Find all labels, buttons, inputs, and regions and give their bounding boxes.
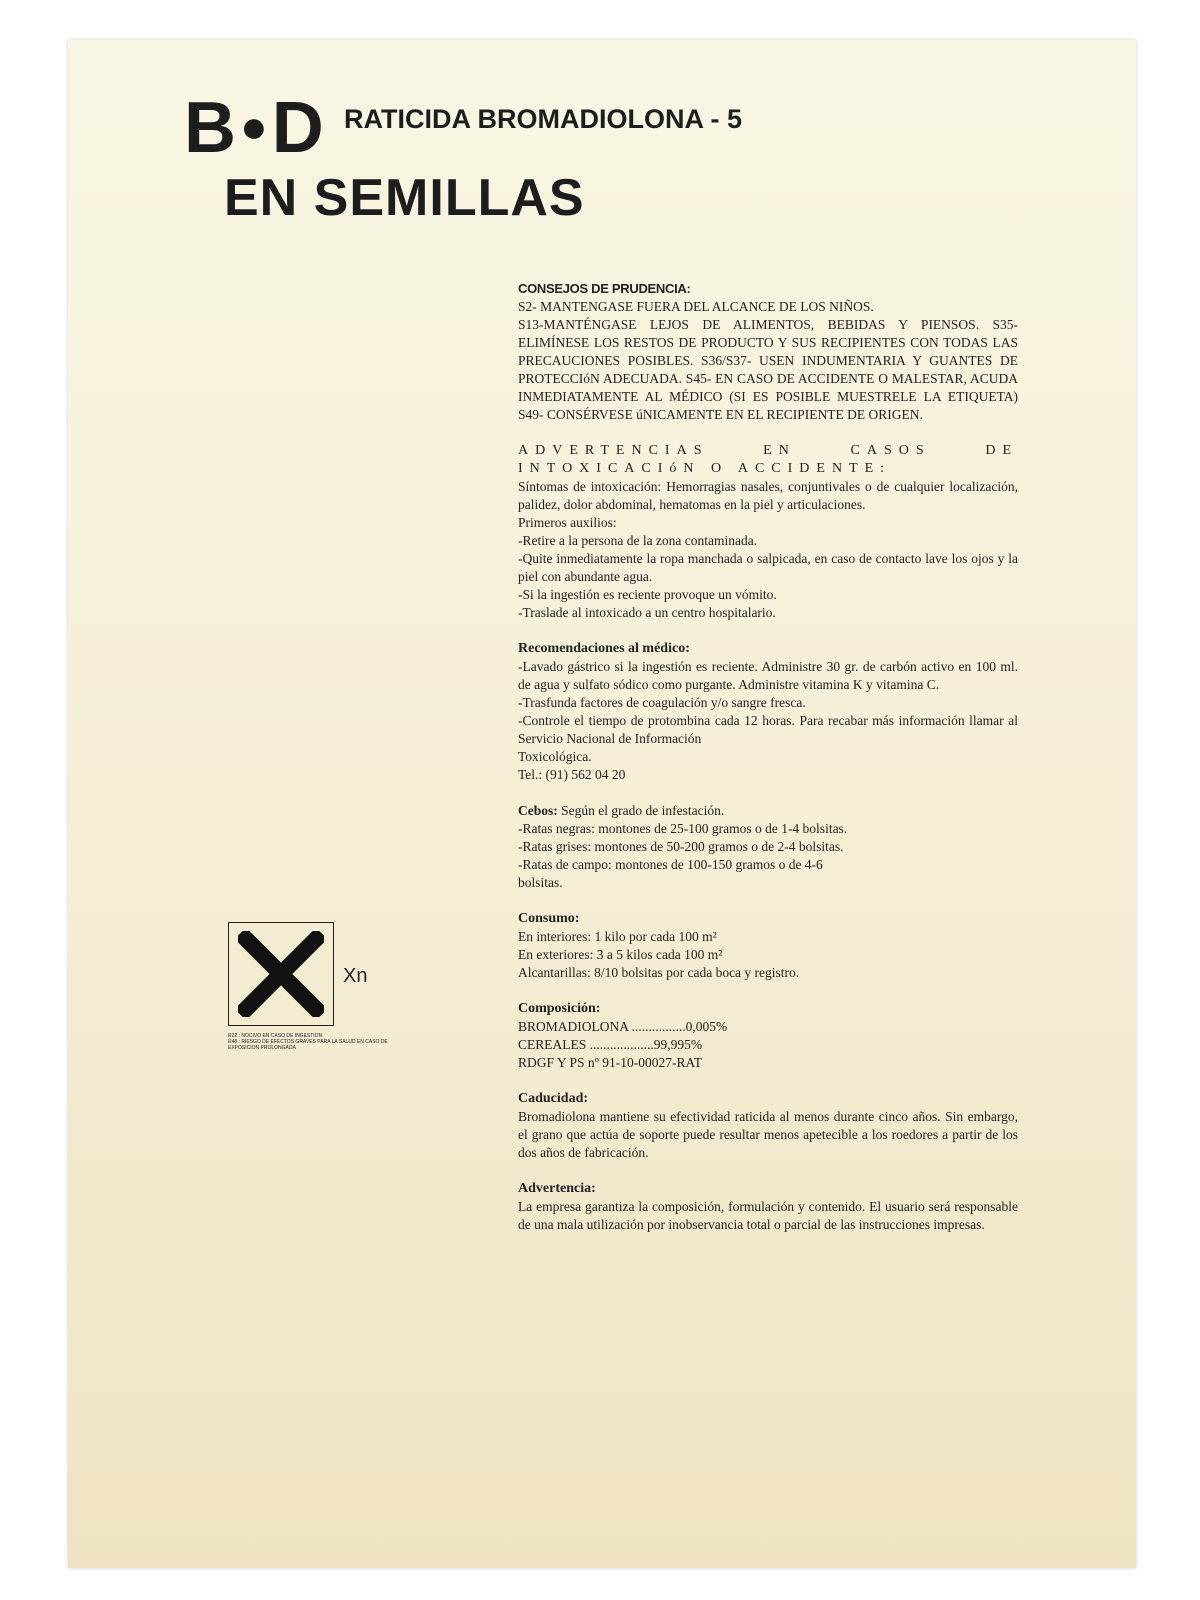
- label-sheet: [68, 40, 1136, 1568]
- advertencias-line: Síntomas de intoxicación: Hemorragias nasales, conjuntivales o de cualquier localización, palidez, dolor abdominal, hematomas en la piel y articulaciones.: [518, 479, 1018, 512]
- section-advertencia: [518, 1180, 1018, 1234]
- risk-phrases: [228, 1033, 388, 1051]
- cebos-intro-line: [518, 802, 1018, 820]
- consejos-line: S2- MANTENGASE FUERA DEL ALCANCE DE LOS NIÑOS.: [518, 299, 874, 314]
- section-advertencias: [518, 442, 1018, 622]
- consumo-heading: Consumo:: [518, 911, 580, 926]
- medico-phone: Tel.: (91) 562 04 20: [518, 767, 626, 782]
- medico-line: Toxicológica.: [518, 749, 592, 764]
- cebos-heading: Cebos:: [518, 803, 558, 818]
- section-cebos: [518, 802, 1018, 892]
- medico-heading: Recomendaciones al médico:: [518, 641, 690, 656]
- caducidad-text: Bromadiolona mantiene su efectividad raticida al menos durante cinco años. Sin embargo, el grano que actúa de soporte puede resultar menos apetecible a los roedores a partir de los dos años de fabricación.: [518, 1109, 1018, 1160]
- advertencias-line: Primeros auxilios:: [518, 515, 617, 530]
- composicion-line: BROMADIOLONA ................0,005%: [518, 1019, 728, 1034]
- consumo-line: En exteriores: 3 a 5 kilos cada 100 m²: [518, 947, 723, 962]
- cebos-line: -Ratas negras: montones de 25-100 gramos o de 1-4 bolsitas.: [518, 821, 848, 836]
- advertencias-heading: ADVERTENCIAS EN CASOS DE INTOXICACIóN O ACCIDENTE:: [518, 443, 1018, 476]
- brand-logo: [184, 88, 326, 168]
- medico-line: -Lavado gástrico si la ingestión es reciente. Administre 30 gr. de carbón activo en 100 ml. de agua y sulfato sódico como purgante. Administre vitamina K y vitamina C.: [518, 659, 1018, 692]
- cebos-line: bolsitas.: [518, 875, 563, 890]
- product-name: RATICIDA BROMADIOLONA - 5: [344, 104, 742, 134]
- consejos-heading: CONSEJOS DE PRUDENCIA:: [518, 281, 691, 296]
- advertencia-text: La empresa garantiza la composición, formulación y contenido. El usuario será responsable de una mala utilización por inobservancia total o parcial de las instrucciones impresas.: [518, 1199, 1018, 1232]
- section-medico: [518, 640, 1018, 784]
- cebos-intro: Según el grado de infestación.: [557, 803, 725, 818]
- caducidad-heading: Caducidad:: [518, 1091, 589, 1106]
- composicion-heading: Composición:: [518, 1001, 601, 1016]
- medico-line: -Trasfunda factores de coagulación y/o sangre fresca.: [518, 695, 806, 710]
- section-composicion: [518, 1000, 1018, 1072]
- risk-line: R48 : RIESGO DE EFECTOS GRAVES PARA LA SALUD EN CASO DE EXPOSICION PROLONGADA: [228, 1039, 388, 1051]
- consumo-line: Alcantarillas: 8/10 bolsitas por cada boca y registro.: [518, 965, 800, 980]
- hazard-symbol: [228, 922, 334, 1026]
- advertencias-line: -Si la ingestión es reciente provoque un vómito.: [518, 587, 777, 602]
- advertencia-heading: Advertencia:: [518, 1181, 596, 1196]
- medico-line: -Controle el tiempo de protombina cada 12 horas. Para recabar más información llamar al Servicio Nacional de Información: [518, 713, 1018, 746]
- composicion-line: CEREALES ...................99,995%: [518, 1037, 703, 1052]
- section-consejos: [518, 280, 1018, 424]
- product-subtitle: EN SEMILLAS: [224, 169, 585, 227]
- brand-letter-b: B: [184, 88, 238, 168]
- advertencias-line: -Retire a la persona de la zona contaminada.: [518, 533, 758, 548]
- brand-letter-d: D: [271, 88, 326, 168]
- advertencias-line: -Quite inmediatamente la ropa manchada o salpicada, en caso de contacto lave los ojos y la piel con abundante agua.: [518, 551, 1018, 584]
- hazard-code: Xn: [343, 965, 368, 987]
- label-text: [518, 280, 1018, 1252]
- section-caducidad: [518, 1090, 1018, 1162]
- registro-number: RDGF Y PS nº 91-10-00027-RAT: [518, 1055, 702, 1070]
- harmful-x-icon: [238, 931, 324, 1017]
- brand-dot-icon: ●: [240, 100, 270, 152]
- consumo-line: En interiores: 1 kilo por cada 100 m²: [518, 929, 717, 944]
- section-consumo: [518, 910, 1018, 982]
- cebos-line: -Ratas de campo: montones de 100-150 gramos o de 4-6: [518, 857, 823, 872]
- risk-line: R22 : NOCIVO EN CASO DE INGESTION: [228, 1033, 323, 1039]
- advertencias-line: -Traslade al intoxicado a un centro hospitalario.: [518, 605, 776, 620]
- cebos-line: -Ratas grises: montones de 50-200 gramos o de 2-4 bolsitas.: [518, 839, 844, 854]
- consejos-line: S13-MANTÉNGASE LEJOS DE ALIMENTOS, BEBIDAS Y PIENSOS. S35- ELIMÍNESE LOS RESTOS DE PRODUCTO Y SUS RECIPIENTES CON TODAS LAS PRECAUCIONES POSIBLES. S36/S37- USEN INDUMENTARIA Y GUANTES DE PROTECCIóN ADECUADA. S45- EN CASO DE ACCIDENTE O MALESTAR, ACUDA INMEDIATAMENTE AL MÉDICO (SI ES POSIBLE MUESTRELE LA ETIQUETA) S49- CONSÉRVESE úNICAMENTE EN EL RECIPIENTE DE ORIGEN.: [518, 317, 1018, 422]
